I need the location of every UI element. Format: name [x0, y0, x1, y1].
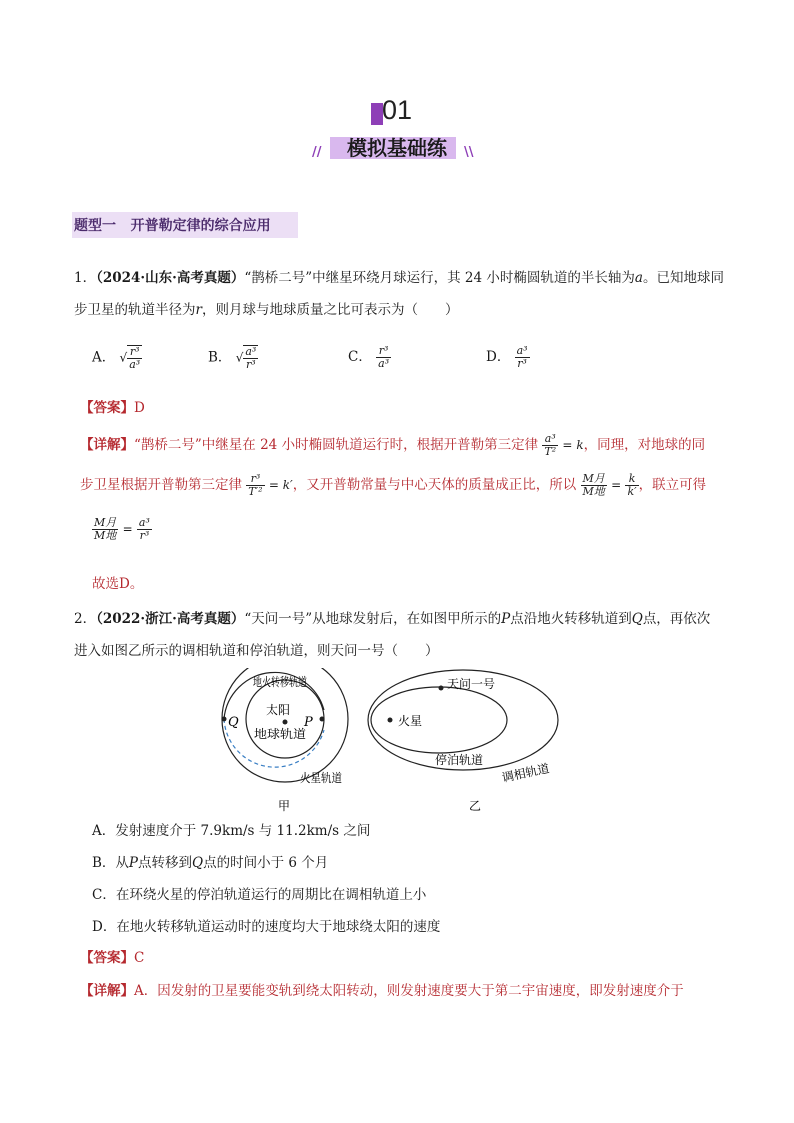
- q2-option-b-q: Q: [192, 855, 204, 871]
- slash-right: \\: [464, 145, 474, 160]
- topic-label: 题型一: [74, 218, 116, 234]
- frac-num: a³: [542, 433, 558, 446]
- q1-detail-text-2b: ，又开普勒常量与中心天体的质量成正比，所以: [292, 477, 577, 493]
- fraction: [515, 345, 530, 370]
- q2-option-b-pre: B．从: [92, 855, 129, 871]
- topic-title: 开普勒定律的综合应用: [130, 218, 271, 234]
- frac-num: M月: [582, 472, 605, 485]
- label-mars: 火星: [398, 714, 423, 728]
- q1-detail-text-1a: “鹊桥二号”中继星在 24 小时椭圆轨道运行时，根据开普勒第三定律: [134, 437, 539, 453]
- q2-var-p: P: [501, 611, 511, 627]
- eq-sign: =: [268, 478, 279, 492]
- q1-detail-line1: [80, 433, 705, 458]
- q2-number: 2．: [74, 611, 97, 627]
- q2-source: （2022·浙江·高考真题）: [96, 611, 245, 627]
- frac-den: a³: [129, 358, 141, 371]
- q1-answer: [80, 398, 145, 418]
- caption-jia: 甲: [278, 799, 291, 813]
- frac-den: M地: [94, 529, 117, 542]
- q2-option-b[interactable]: [92, 853, 328, 873]
- frac-den: r³: [246, 358, 256, 371]
- frac-num: M月: [94, 516, 117, 529]
- frac-num: a³: [245, 345, 257, 358]
- q2-detail-text-1: A．因发射的卫星要能变轨到绕太阳转动，则发射速度要大于第二宇宙速度，即发射速度介于: [134, 983, 684, 999]
- eq-sign: =: [611, 478, 622, 492]
- sun-dot: [283, 720, 288, 725]
- label-mars-orbit: 火星轨道: [300, 771, 349, 785]
- q2-text-1: “天问一号”从地球发射后，在如图甲所示的: [244, 611, 502, 627]
- q2-option-b-p: P: [128, 855, 139, 871]
- topic-heading: [74, 215, 271, 235]
- q1-option-c-label: C．: [348, 349, 372, 365]
- q1-detail-text-2a: 步卫星根据开普勒第三定律: [80, 477, 242, 493]
- q1-line2: [74, 300, 458, 320]
- frac-num: a³: [516, 344, 528, 357]
- frac-den: a³: [378, 357, 390, 370]
- label-parking: 停泊轨道: [435, 753, 484, 767]
- q2-option-c[interactable]: C．在环绕火星的停泊轨道运行的周期比在调相轨道上小: [92, 887, 427, 903]
- eq-k: [562, 438, 583, 452]
- q1-detail-text-1b: ，同理，对地球的同: [583, 437, 706, 453]
- q1-line1: [74, 268, 724, 288]
- q2-line2: 进入如图乙所示的调相轨道和停泊轨道，则天问一号（ ）: [74, 643, 439, 659]
- slash-left: //: [312, 145, 322, 160]
- eq-sign: =: [122, 522, 133, 536]
- q1-source: （2024·山东·高考真题）: [96, 270, 245, 286]
- label-transfer-a: 地火转移轨道: [253, 675, 326, 689]
- eq-kp: [269, 478, 293, 492]
- q2-option-b-mid: 点转移到: [138, 855, 193, 871]
- fraction: [92, 517, 118, 542]
- q2-option-b-end: 点的时间小于 6 个月: [203, 855, 329, 871]
- frac-den: r³: [517, 357, 527, 370]
- figure-yi: [365, 668, 565, 818]
- answer-label: 【答案】: [80, 950, 134, 966]
- frac-den: T′²: [248, 485, 263, 498]
- q1-text-1: “鹊桥二号”中继星环绕月球运行，其 24 小时椭圆轨道的半长轴为: [244, 270, 635, 286]
- fraction: [581, 473, 607, 498]
- mars-dot: [388, 718, 393, 723]
- q1-var-a: a: [634, 270, 643, 286]
- q1-var-r: r: [195, 302, 202, 318]
- frac-num: a³: [138, 516, 150, 529]
- q1-option-b-label: B．: [208, 349, 232, 366]
- answer-value: D: [134, 400, 145, 416]
- q1-text-2-end: ，则月球与地球质量之比可表示为（ ）: [201, 302, 459, 318]
- fraction: [542, 433, 558, 458]
- q1-text-2: 步卫星的轨道半径为: [74, 302, 196, 318]
- probe-dot: [439, 686, 444, 691]
- figure-jia: [220, 668, 360, 818]
- q1-number: 1．: [74, 270, 97, 286]
- fraction: [376, 345, 391, 370]
- q1-conclusion: 故选D。: [92, 576, 144, 592]
- q1-option-c[interactable]: [348, 345, 391, 370]
- frac-num: r³: [127, 346, 142, 359]
- k-symbol: k: [576, 438, 584, 452]
- fraction: [246, 473, 264, 498]
- detail-label: 【详解】: [80, 983, 134, 999]
- fraction: [625, 473, 638, 498]
- frac-num: r³: [376, 345, 391, 358]
- caption-yi: 乙: [469, 799, 482, 813]
- q2-detail-line1: [80, 981, 684, 1001]
- q1-detail-line2: [80, 473, 706, 498]
- q1-option-d-label: D．: [486, 349, 511, 365]
- q1-detail-text-2c: ，联立可得: [638, 477, 707, 493]
- point-p: [320, 717, 325, 722]
- frac-den: M地: [582, 485, 605, 498]
- label-tianwen: 天问一号: [447, 677, 496, 691]
- q2-text-1-end: 点，再依次: [642, 611, 711, 627]
- q2-option-d[interactable]: D．在地火转移轨道运动时的速度均大于地球绕太阳的速度: [92, 919, 441, 935]
- sqrt-symbol: √ $\frac{\text{a³}}{\text{r³}}$: [235, 345, 257, 371]
- q1-option-d[interactable]: [486, 345, 530, 370]
- answer-label: 【答案】: [80, 400, 134, 416]
- q2-text-1-mid: 点沿地火转移轨道到: [510, 611, 632, 627]
- q2-answer: [80, 948, 144, 968]
- q1-option-a-label: A．: [92, 349, 116, 366]
- q2-var-q: Q: [631, 611, 643, 627]
- section-number: 01: [381, 95, 413, 125]
- frac-num: r³: [246, 473, 264, 486]
- section-title: 模拟基础练: [347, 136, 447, 160]
- q2-option-a[interactable]: A．发射速度介于 7.9km/s 与 11.2km/s 之间: [92, 823, 371, 839]
- fraction: [137, 517, 152, 542]
- detail-label: 【详解】: [80, 437, 134, 453]
- q2-line1: [74, 609, 710, 629]
- kp-symbol: k′: [282, 478, 293, 492]
- q1-detail-line3: [92, 517, 152, 542]
- label-sun: 太阳: [266, 703, 291, 717]
- label-earth-orbit: 地球轨道: [254, 727, 303, 741]
- frac-den: r³: [139, 529, 150, 542]
- label-q: Q: [228, 715, 239, 730]
- q1-option-a[interactable]: [92, 345, 142, 371]
- sqrt-symbol: √ $\frac{\text{r³}}{\text{a³}}$: [119, 345, 141, 371]
- label-phasing: 调相轨道: [500, 761, 551, 785]
- eq-sign: =: [562, 438, 573, 452]
- frac-den: k′: [627, 485, 637, 498]
- q1-option-b[interactable]: [208, 345, 258, 371]
- frac-num: k: [625, 473, 638, 486]
- point-q: [222, 717, 227, 722]
- answer-value: C: [134, 950, 145, 966]
- q1-text-1-end: 。已知地球同: [642, 270, 724, 286]
- frac-den: T²: [544, 445, 557, 458]
- label-p: P: [304, 715, 313, 730]
